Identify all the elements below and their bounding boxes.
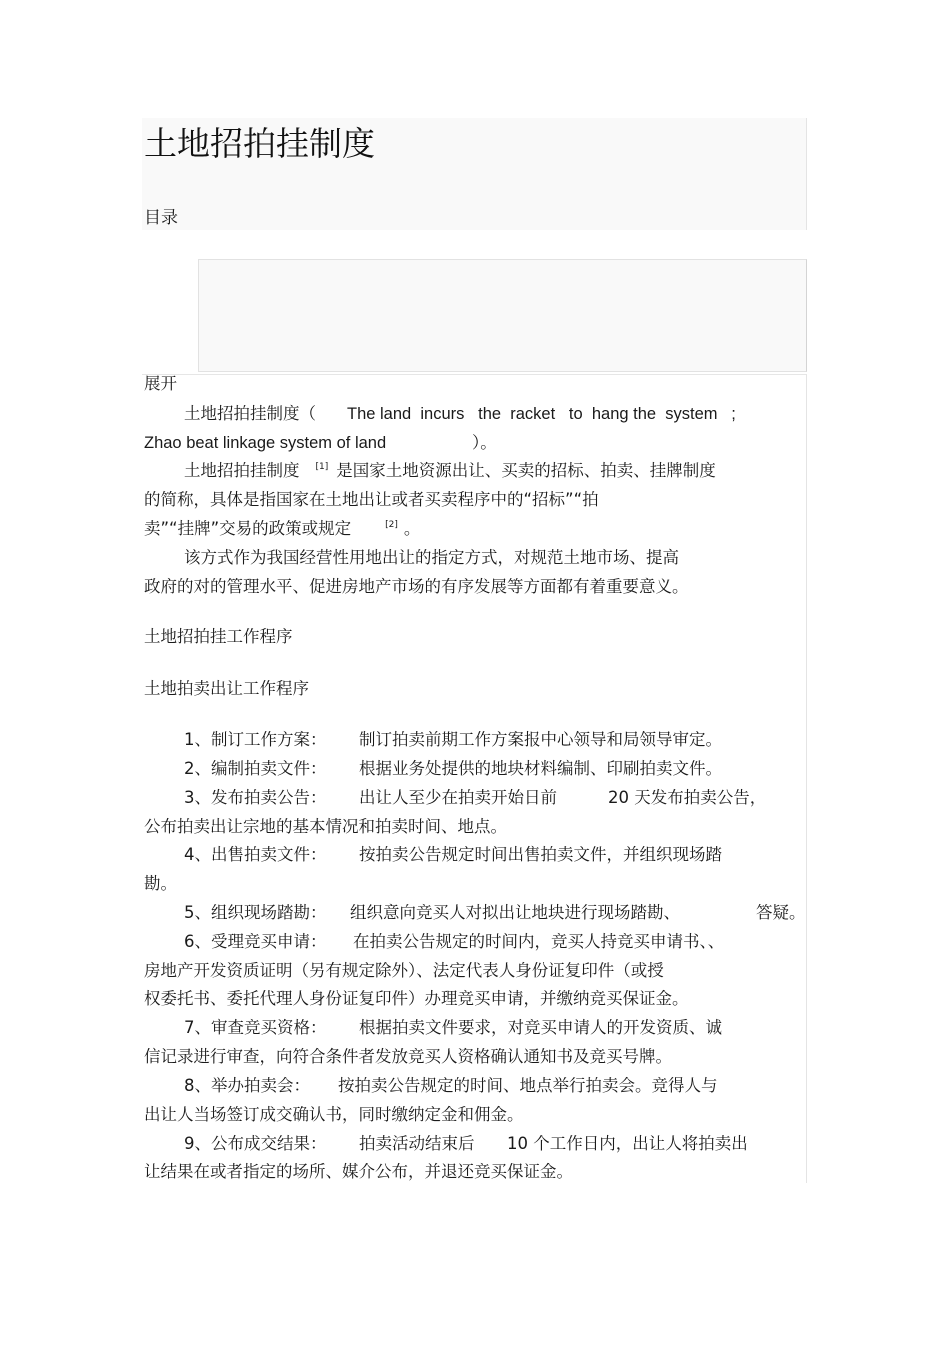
step-5-text-b: 答疑。	[756, 903, 806, 922]
step-8-text: 按拍卖公告规定的时间、地点举行拍卖会。竞得人与	[338, 1076, 718, 1095]
intro-cn-start: 土地招拍挂制度（	[184, 404, 316, 423]
step-9-label: 9、公布成交结果：	[184, 1134, 327, 1153]
step-1-label: 1、制订工作方案：	[184, 730, 327, 749]
step-9-text-c: 让结果在或者指定的场所、媒介公布，并退还竞买保证金。	[144, 1162, 573, 1181]
section-heading-1: 土地招拍挂工作程序	[144, 627, 293, 646]
intro-p3-line-2: 政府的对的管理水平、促进房地产市场的有序发展等方面都有着重要意义。	[144, 577, 689, 596]
step-3-text-b: 20 天发布拍卖公告，	[608, 788, 767, 807]
step-9-text: 拍卖活动结束后	[359, 1134, 475, 1153]
step-6-text-c: 权委托书、委托代理人身份证复印件）办理竞买申请，并缴纳竞买保证金。	[144, 989, 689, 1008]
step-7-text: 根据拍卖文件要求，对竞买申请人的开发资质、诚	[359, 1018, 722, 1037]
step-6-text-b: 房地产开发资质证明（另有规定除外）、法定代表人身份证复印件（或授	[144, 961, 664, 980]
step-6-text: 在拍卖公告规定的时间内，竞买人持竞买申请书、、	[353, 932, 725, 951]
step-2-label: 2、编制拍卖文件：	[184, 759, 327, 778]
step-9-text-b: 10 个工作日内，出让人将拍卖出	[507, 1134, 748, 1153]
intro-p2-line-2: 的简称，具体是指国家在土地出让或者买卖程序中的“招标”“拍	[144, 490, 599, 509]
step-3-text-c: 公布拍卖出让宗地的基本情况和拍卖时间、地点。	[144, 817, 507, 836]
step-4-label: 4、出售拍卖文件：	[184, 845, 327, 864]
step-3-label: 3、发布拍卖公告：	[184, 788, 327, 807]
step-3-text: 出让人至少在拍卖开始日前	[359, 788, 557, 807]
intro-line-1	[184, 403, 316, 425]
step-8-text-b: 出让人当场签订成交确认书，同时缴纳定金和佣金。	[144, 1105, 524, 1124]
intro-p2-line-1	[184, 460, 716, 482]
intro-cn-end: ）。	[472, 433, 497, 452]
toc-label: 目录	[144, 208, 178, 228]
intro-p2-line-3-text: 卖”“挂牌”交易的政策或规定	[144, 519, 352, 538]
step-4-text: 按拍卖公告规定时间出售拍卖文件，并组织现场踏	[359, 845, 722, 864]
step-2-text: 根据业务处提供的地块材料编制、印刷拍卖文件。	[359, 759, 722, 778]
step-7-label: 7、审查竞买资格：	[184, 1018, 327, 1037]
step-8-label: 8、举办拍卖会：	[184, 1076, 310, 1095]
section-heading-2: 土地拍卖出让工作程序	[144, 679, 309, 698]
step-4-text-b: 勘。	[144, 874, 177, 893]
footnote-ref-1[interactable]: [1]	[315, 462, 329, 472]
step-5-text: 组织意向竞买人对拟出让地块进行现场踏勘、	[350, 903, 680, 922]
intro-p2-term: 土地招拍挂制度	[184, 461, 300, 480]
page-title: 土地招拍挂制度	[144, 124, 375, 163]
footnote-ref-2[interactable]: [2]	[385, 520, 398, 530]
step-1-text: 制订拍卖前期工作方案报中心领导和局领导审定。	[359, 730, 722, 749]
intro-p2-rest: 是国家土地资源出让、买卖的招标、拍卖、挂牌制度	[336, 461, 716, 480]
intro-en-line-2: Zhao beat linkage system of land	[144, 434, 387, 452]
step-6-label: 6、受理竞买申请：	[184, 932, 327, 951]
intro-p2-line-3	[144, 518, 420, 540]
toc-box	[198, 259, 807, 372]
intro-p2-end: 。	[403, 519, 421, 538]
intro-p3-line-1: 该方式作为我国经营性用地出让的指定方式，对规范土地市场、提高	[184, 548, 679, 567]
intro-en-line-1: The land incurs the racket to hang the system ;	[347, 405, 736, 423]
step-5-label: 5、组织现场踏勘：	[184, 903, 327, 922]
step-7-text-b: 信记录进行审查，向符合条件者发放竞买人资格确认通知书及竞买号牌。	[144, 1047, 672, 1066]
expand-link[interactable]: 展开	[144, 374, 177, 393]
